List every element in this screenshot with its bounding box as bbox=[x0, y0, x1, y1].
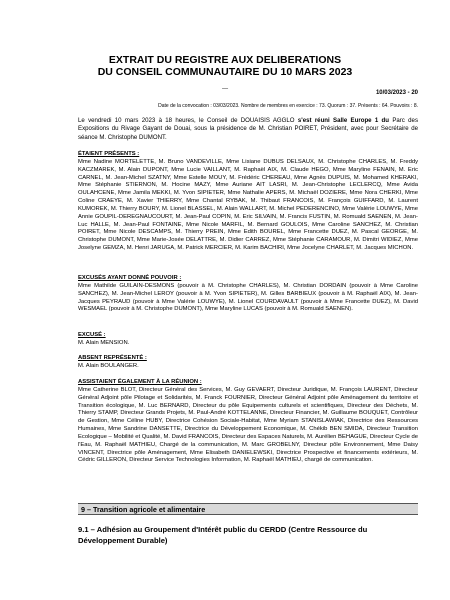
section-heading: 9 – Transition agricole et alimentaire bbox=[78, 503, 418, 515]
absent-block bbox=[78, 355, 418, 371]
presents-block bbox=[78, 151, 418, 253]
deliberation-reference: 10/03/2023 - 20 bbox=[375, 90, 418, 96]
excuse-label: EXCUSÉ : bbox=[78, 332, 106, 338]
document-title-line-3: _ bbox=[222, 78, 228, 90]
pouvoirs-block bbox=[78, 275, 418, 314]
absent-label: ABSENT REPRÉSENTÉ : bbox=[78, 355, 147, 361]
document-title-line-1: EXTRAIT DU REGISTRE AUX DELIBERATIONS bbox=[108, 54, 342, 66]
pouvoirs-list: Mme Mathilde GUILAIN-DESMONS (pouvoir à M. Christophe CHARLES), M. Christian DORDAIN (pouvoir à Mme Caroline SANCHEZ), M. Jean-Michel LEROY (pouvoir à M. Yvon SIPIETER), M. Gilles BARBIEUX (pouvoir à M. Raphaël AIX), M. Jean-Jacques PEYRAUD (pouvoir à Mme Valérie LOUWYE), M. Lionel COURDAVAULT (pouvoir à Mme Francette DUEZ), M. David WESMAEL (pouvoir à M. Christophe DUMONT), Mme Maryline LUCAS (pouvoir à M. Romuald SAENEN). bbox=[78, 282, 418, 313]
assistaient-block bbox=[78, 379, 418, 465]
presents-list: Mme Nadine MORTELETTE, M. Bruno VANDEVILLE, Mme Lisiane DUBUS DELSAUX, M. Christophe CHARLES, M. Freddy KACZMAREK, M. Alain DUPONT, Mme Lucie VAILLANT, M. Raphaël AIX, M. Claude HEGO, Mme Maryline FENAIN, M. Eric CARNEL, M. Jean-Michel SZATNY, Mme Estelle MOUY, M. Frédéric CHEREAU, Mme Agnès DUPUIS, M. Mohamed KHERAKI, Mme Stéphanie STIERNON, M. Hocine MAZY, Mme Auriane AIT LASRI, M. Jean-Christophe LECLERCQ, Mme Avida OULAHCENE, Mme Jamila MEKKI, M. Yvon SIPIETER, Mme Nathalie APERS, M. Michaël DOZIERE, Mme Nora CHERKI, Mme Coline CRAEYE, M. Xavier THIERRY, Mme Chantal RYBAK, M. Thibaut FRANCOIS, M. François GUIFFARD, M. Laurent KUMOREK, M. Thierry BOURY, M. Lionel BLASSEL, M. Alain WALLART, M. Michel PEDERENCINO, Mme Valérie LOUWYE, Mme Annie GOUPIL-DEREGNAUCOURT, M. Jean-Paul COPIN, M. Eric SILVAIN, M. Francis FUSTIN, M. Romuald SAENEN, M. Jean-Luc HALLE, M. Jean-Paul FONTAINE, Mme Nicole MARFIL, M. Bernard GOULOIS, Mme Caroline SANCHEZ, M. Christian POIRET, Mme Nicole DESCAMPS, M. Thierry PREIN, Mme Edith BOUREL, Mme Francette DUEZ, M. Pascal GEORGE, M. Christophe DUMONT, Mme Marie-Josée DELATTRE, M. Didier CARREZ, Mme Stéphanie CARAMOUR, M. Dimitri WIDIEZ, Mme Joselyne GEMZA, M. Henri JARUGA, M. Patrick MERCIER, M. Karim BACHIRI, Mme Jocelyne CHARLET, M. Jacques MICHON. bbox=[78, 158, 418, 252]
presents-label: ÉTAIENT PRÉSENTS : bbox=[78, 151, 140, 157]
intro-paragraph bbox=[78, 117, 418, 142]
document-title-line-2: DU CONSEIL COMMUNAUTAIRE DU 10 MARS 2023 bbox=[97, 66, 353, 78]
pouvoirs-label: EXCUSÉS AYANT DONNÉ POUVOIR : bbox=[78, 275, 182, 281]
excuse-block bbox=[78, 332, 418, 348]
absent-list: M. Alain BOULANGER. bbox=[78, 362, 139, 369]
convocation-meta: Date de la convocation : 03/03/2023. Nombre de membres en exercice : 73. Quorum : 37. Présents : 64. Pouvoirs : 8. bbox=[158, 103, 418, 109]
subsection-heading: 9.1 – Adhésion au Groupement d'Intérêt public du CERDD (Centre Ressource du Développement Durable) bbox=[78, 525, 368, 545]
assistaient-list: Mme Catherine BLOT, Directeur Général des Services, M. Guy GEVAERT, Directeur Juridique, M. François LAURENT, Directeur Général Adjoint pôle Pilotage et Solidarités, M. Franck FOURNIER, Directeur Général Adjoint pôle Aménagement du territoire et Transition écologique, M. Luc BERNARD, Directeur du pôle Equipements culturels et scientifiques, Directeur des Déchets, M. Thierry STAMP, Directeur Grands Projets, M. Paul-André KOTTELANNE, Directeur Financier, M. Guillaume BOUQUET, Contrôleur de Gestion, Mme Céline HUBY, Directrice Cohésion Sociale-Habitat, Mme Myriam STANISLAWIAK, Directrice des Ressources Humaines, Mme Sandrine DANSETTE, Directrice du Développement Economique, M. Chékib BEN SMIDA, Directeur Transition Ecologique – Mobilité et Qualité, M. David FRANCOIS, Directeur des Espaces Naturels, M. Aurélien BEHAGUE, Directeur Cycle de l'Eau, M. Raphaël MATHIEU, Chargé de la communication, M. Marc GROBELNY, Directeur pôle Environnement, Mme Daisy VINCENT, Directrice pôle Aménagement, Mme Elisabeth DANIELEWSKI, Directrice Prospective et financements extérieurs, M. Cédric GILLERON, Directeur Service Technologies Information, M. Raphaël MATHIEU, chargé de communication. bbox=[78, 386, 418, 464]
intro-text-bold: s'est réuni Salle Europe 1 du bbox=[297, 117, 390, 124]
intro-text-2: Parc des Expositions du Rivage Gayant de Douai, sous la présidence de M. Christian POIRET, Président, avec pour Secrétaire de séance M. Christophe DUMONT. bbox=[78, 117, 418, 141]
excuse-list: M. Alain MENSION. bbox=[78, 339, 130, 346]
assistaient-label: ASSISTAIENT ÉGALEMENT À LA RÉUNION : bbox=[78, 379, 202, 385]
intro-text-1: Le vendredi 10 mars 2023 à 18 heures, le Conseil de DOUAISIS AGGLO bbox=[78, 117, 298, 124]
